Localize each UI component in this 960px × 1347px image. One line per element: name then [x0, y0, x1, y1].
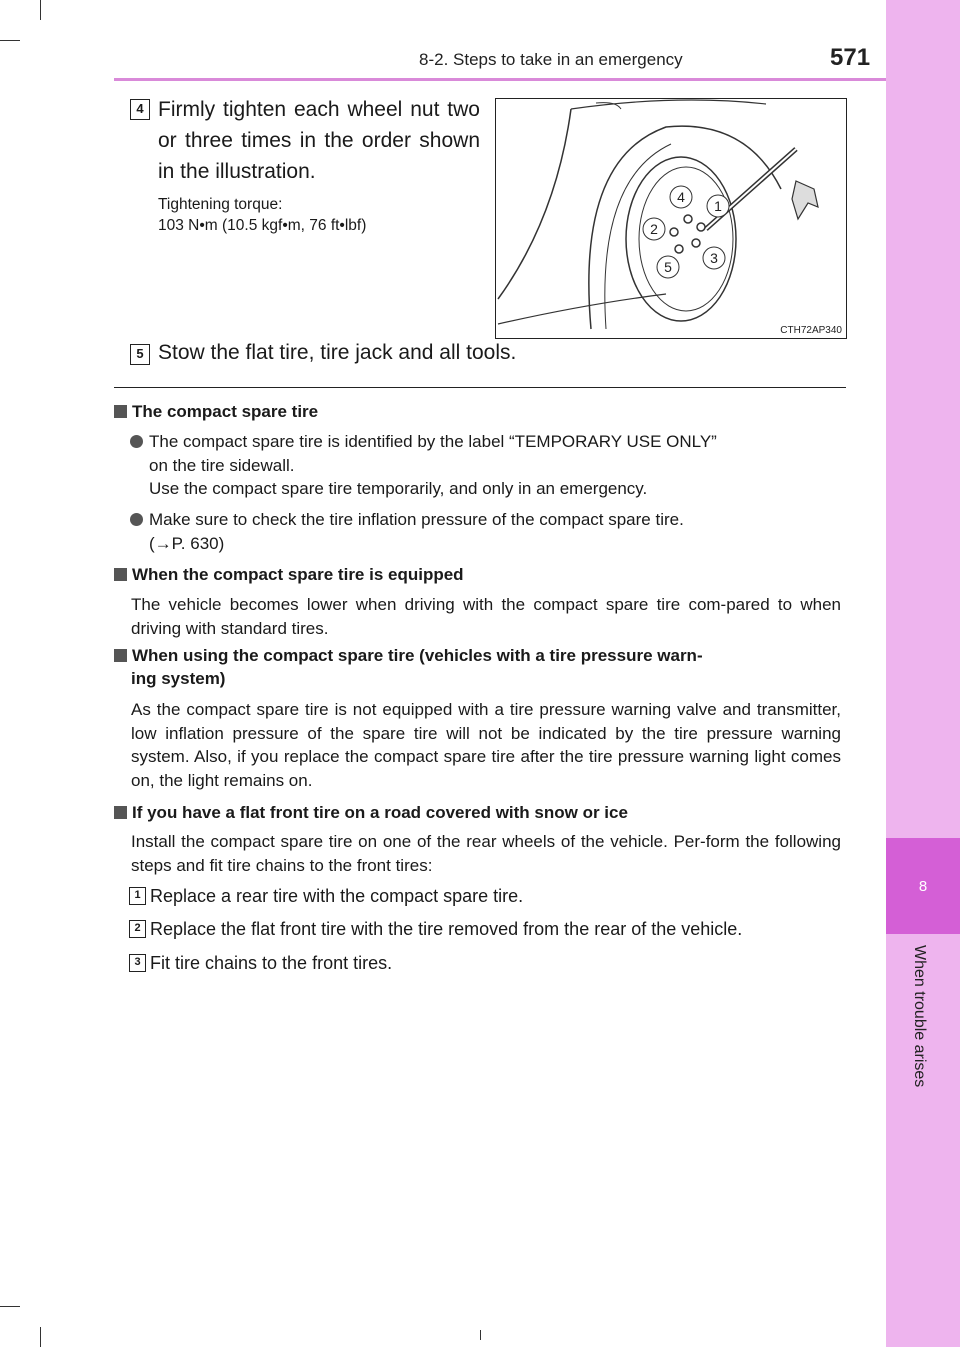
nut-order-label: 3 [710, 250, 718, 266]
torque-label: Tightening torque: [158, 196, 283, 213]
square-bullet-icon [114, 568, 127, 581]
step-text: Firmly tighten each wheel nut two or three times in the order shown in the illustration. [158, 98, 480, 183]
crop-mark [0, 1306, 20, 1307]
bullet-dot-icon [130, 435, 143, 448]
nut-order-label: 2 [650, 221, 658, 237]
note-heading: When the compact spare tire is equipped [114, 563, 464, 586]
chapter-title: When trouble arises [911, 945, 928, 1088]
square-bullet-icon [114, 405, 127, 418]
step-number-badge: 5 [130, 344, 150, 365]
note-heading: When using the compact spare tire (vehicles with a tire pressure warn- ing system) [114, 644, 844, 690]
step-number-badge: 4 [130, 99, 150, 120]
crop-mark [0, 40, 20, 41]
note-body: Install the compact spare tire on one of the rear wheels of the vehicle. Per-form the following steps and fit tire chains to the front tires: [131, 832, 841, 875]
note-heading: If you have a flat front tire on a road covered with snow or ice [114, 801, 628, 824]
torque-value: 103 N•m (10.5 kgf•m, 76 ft•lbf) [158, 217, 367, 234]
wheel-illustration-graphic [496, 99, 847, 339]
note-bullet-text: The compact spare tire is identified by the label “TEMPORARY USE ONLY” on the tire sidewall. Use the compact spare tire temporarily, and only in an emergency. [149, 432, 717, 498]
torque-spec [158, 194, 366, 236]
note-body: As the compact spare tire is not equipped with a tire pressure warning valve and transmitter, low inflation pressure of the spare tire will not be indicated by the tire pressure warning system. Also, if you replace the compact spare tire after the tire pressure warning light comes on, the light remains on. [131, 700, 841, 790]
crop-mark [40, 0, 41, 20]
header-rule [114, 78, 886, 81]
step-text: Stow the flat tire, tire jack and all tools. [158, 341, 517, 364]
sub-step-text: Replace the flat front tire with the tire removed from the rear of the vehicle. [150, 919, 743, 939]
page-number: 571 [830, 44, 871, 71]
sub-step-badge: 3 [129, 954, 146, 972]
section-title: 8-2. Steps to take in an emergency [419, 50, 683, 69]
note-body: The vehicle becomes lower when driving with the compact spare tire com-pared to when driving with standard tires. [131, 595, 841, 638]
sub-step-text: Fit tire chains to the front tires. [150, 953, 393, 973]
crop-mark [40, 1327, 41, 1347]
chapter-tab [886, 0, 960, 1347]
wheel-nut-illustration [495, 98, 847, 339]
square-bullet-icon [114, 806, 127, 819]
sub-step-text: Replace a rear tire with the compact spare tire. [150, 886, 524, 906]
nut-order-label: 4 [677, 189, 685, 205]
square-bullet-icon [114, 649, 127, 662]
crop-mark [480, 1330, 481, 1340]
sub-step-badge: 2 [129, 920, 146, 938]
section-divider [114, 387, 846, 388]
nut-order-label: 1 [714, 198, 722, 214]
nut-order-label: 5 [664, 259, 672, 275]
note-heading: The compact spare tire [114, 400, 318, 423]
chapter-number: 8 [918, 878, 928, 895]
illustration-code: CTH72AP340 [780, 325, 842, 336]
bullet-dot-icon [130, 513, 143, 526]
sub-step-badge: 1 [129, 887, 146, 905]
note-bullet-text: Make sure to check the tire inflation pressure of the compact spare tire. (→P. 630) [149, 510, 684, 553]
